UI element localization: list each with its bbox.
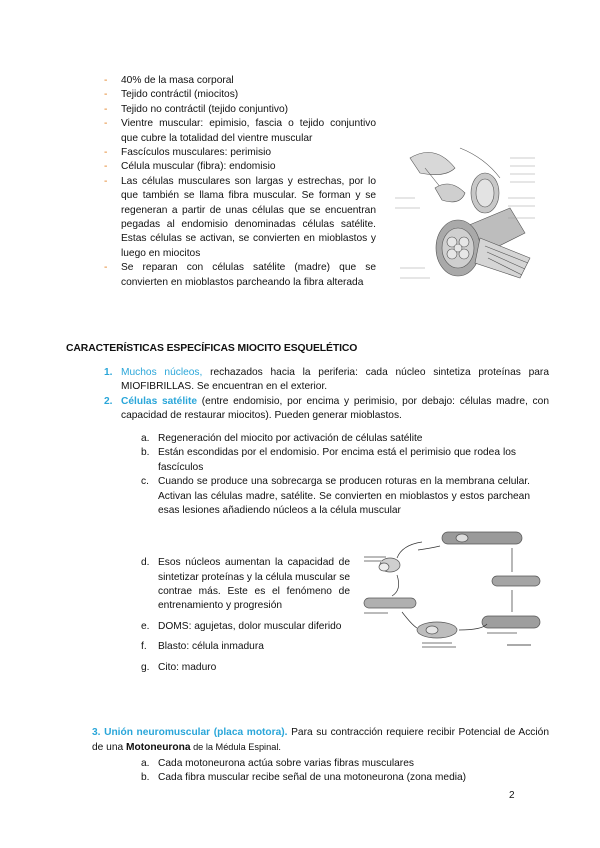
section-heading: CARACTERÍSTICAS ESPECÍFICAS MIOCITO ESQUELÉTICO (66, 343, 358, 354)
sub-item-g: g. Cito: maduro (141, 661, 350, 675)
dash-marker: - (104, 89, 108, 101)
characteristic-item-1 (104, 366, 549, 395)
dash-marker: - (104, 262, 108, 274)
muscle-anatomy-illustration (390, 138, 540, 298)
neuromuscular-paragraph: 3. Unión neuromuscular (placa motora). Para su contracción requiere recibir Potencial de Acción de una Motoneurona de la Médula Espinal. (92, 727, 549, 754)
neuromuscular-sub-list (141, 757, 538, 786)
bullet-item: - Tejido contráctil (miocitos) (104, 88, 376, 102)
item-text: (entre endomisio, por encima y perimisio, por debajo: células madre, con capacidad de restaurar miocitos). Pueden generar mioblastos. (121, 395, 549, 422)
dash-marker: - (104, 103, 108, 115)
sub-letter: d. (141, 557, 150, 569)
item-text: rechazados hacia la periferia: cada núcleo sintetiza proteínas para MIOFIBRILLAS. Se encuentran en el exterior. (121, 367, 549, 393)
sub-letter: c. (141, 476, 149, 488)
item-number: 2. (104, 395, 113, 407)
item-title: 3. Unión neuromuscular (placa motora). (92, 727, 288, 738)
bullet-item: - Se reparan con células satélite (madre) que se convierten en mioblastos parcheando la fibra alterada (104, 262, 376, 288)
sub-letter: b. (141, 447, 150, 459)
item-title: Muchos núcleos, (121, 367, 203, 378)
characteristics-list (104, 366, 549, 424)
characteristic-item-2 (104, 395, 549, 424)
bullet-item: - Las células musculares son largas y estrechas, por lo que también se llama fibra muscular. Se forman y se regeneran a partir de unas células que se encuentran pegadas al endomisio denominadas células satélite. Estas células se activan, se convierten en mioblastos y luego en miocitos (104, 175, 376, 259)
dash-marker: - (104, 118, 108, 130)
bullet-item: - Fascículos musculares: perimisio (104, 146, 376, 160)
intro-bullet-list (104, 74, 376, 290)
sub-letter: a. (141, 433, 150, 444)
item-title: Células satélite (121, 395, 198, 407)
sub-letter: g. (141, 661, 150, 673)
bullet-item: - Tejido no contráctil (tejido conjuntivo) (104, 103, 376, 117)
sub-item-d: d. Esos núcleos aumentan la capacidad de sintetizar proteínas y la célula muscular se contrae más. Este es el fenómeno de entrenamiento y progresión (141, 557, 350, 612)
dash-marker: - (104, 175, 108, 187)
bullet-item: - Vientre muscular: epimisio, fascia o tejido conjuntivo que cubre la totalidad del vientre muscular (104, 118, 376, 144)
sub-letter: a. (141, 758, 150, 769)
dash-marker: - (104, 161, 108, 173)
bullet-item: - Célula muscular (fibra): endomisio (104, 160, 376, 174)
sub-item-e: e. DOMS: agujetas, dolor muscular diferido (141, 620, 350, 634)
sub-item-b: b. Cada fibra muscular recibe señal de una motoneurona (zona media) (141, 771, 538, 785)
sub-item-c: c. Cuando se produce una sobrecarga se producen roturas en la membrana celular. Activan las células madre, satélite. Se convierten en mioblastos y estos parchean esas lesiones añadiendo núcleos a la célula muscular (141, 476, 530, 517)
neuromuscular-section (92, 726, 549, 756)
satellite-cell-regeneration-diagram (362, 520, 542, 655)
sub-item-a: a. Regeneración del miocito por activación de células satélite (141, 432, 530, 446)
dash-marker: - (104, 75, 108, 86)
sub-letter: e. (141, 620, 150, 632)
sub-letter: f. (141, 641, 147, 653)
page-number: 2 (509, 790, 515, 801)
dash-marker: - (104, 147, 108, 159)
bullet-item: - 40% de la masa corporal (104, 74, 376, 88)
sub-letter: b. (141, 772, 150, 784)
sub-item-a: a. Cada motoneurona actúa sobre varias fibras musculares (141, 757, 538, 771)
sub-item-b: b. Están escondidas por el endomisio. Por encima está el perimisio que rodea los fascículos (141, 447, 516, 473)
item-number: 1. (104, 367, 113, 378)
sub-item-f: f. Blasto: célula inmadura (141, 640, 350, 654)
